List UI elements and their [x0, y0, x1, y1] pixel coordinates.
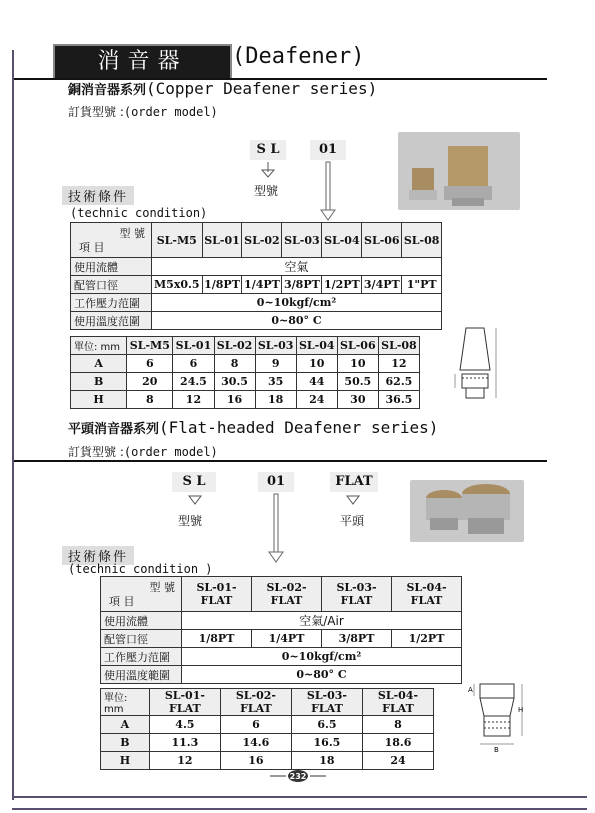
- spec-header-item: 項 目: [109, 595, 135, 608]
- down-arrow-icon: [347, 496, 359, 504]
- dim-model-cell: SL-02-FLAT: [220, 689, 291, 716]
- dim-row-label: B: [71, 373, 127, 391]
- spec-model-cell: SL-04-FLAT: [392, 577, 462, 612]
- spec-pressure-value: 0~10kgf/cm²: [182, 648, 462, 666]
- spec-port-cell: 1/8PT: [202, 276, 242, 294]
- section1-subtitle-en: (Copper Deafener series): [146, 79, 378, 98]
- section2-rule: [14, 460, 547, 462]
- dim-row-label: H: [71, 391, 127, 409]
- section2-dim-table: [100, 688, 434, 770]
- dim-model-cell: SL-03-FLAT: [291, 689, 362, 716]
- section2-model-label: 型號: [178, 514, 203, 528]
- down-arrow-icon: [321, 210, 335, 220]
- spec-port-cell: 1/4PT: [252, 630, 322, 648]
- spec-model-cell: SL-02-FLAT: [252, 577, 322, 612]
- spec-port-cell: 3/4PT: [362, 276, 402, 294]
- section2-code-sl: S L: [172, 472, 216, 492]
- dim-header-unit: 單位: mm: [71, 337, 127, 355]
- dim-cell: 24: [296, 391, 337, 409]
- dim-cell: 30.5: [214, 373, 255, 391]
- dim-row-label: B: [101, 734, 150, 752]
- section1-order-zh: 訂貨型號 :: [68, 105, 124, 119]
- section1-code-01: 01: [310, 140, 346, 160]
- spec-model-cell: SL-03-FLAT: [322, 577, 392, 612]
- dim-cell: 35: [255, 373, 296, 391]
- dim-row-label: A: [71, 355, 127, 373]
- dim-cell: 44: [296, 373, 337, 391]
- spec-row-label: 配管口徑: [71, 276, 152, 294]
- spec-header-cell: [71, 223, 152, 258]
- dim-cell: 62.5: [378, 373, 419, 391]
- spec-port-cell: 1/2PT: [322, 276, 362, 294]
- dim-cell: 30: [337, 391, 378, 409]
- section2-arrow-flat: [340, 492, 368, 514]
- section2-flat-label: 平頭: [340, 514, 365, 528]
- flat-deafener-drawing: [466, 678, 530, 754]
- dim-model-cell: SL-08: [378, 337, 419, 355]
- spec-row-label: 使用溫度範圍: [101, 666, 182, 684]
- section2-subtitle: [68, 418, 438, 437]
- page-title-zh: 消音器: [53, 44, 232, 80]
- dim-h-label: H: [518, 706, 524, 714]
- spec-row-label: 使用溫度范圍: [71, 312, 152, 330]
- spec-temp-value: 0~80° C: [152, 312, 442, 330]
- dim-cell: 9: [255, 355, 296, 373]
- spec-port-cell: 1/8PT: [182, 630, 252, 648]
- dim-cell: 8: [362, 716, 433, 734]
- dim-cell: 8: [127, 391, 173, 409]
- section1-model-label: 型號: [254, 184, 279, 198]
- copper-deafener-drawing: [450, 322, 502, 402]
- dim-row-label: A: [101, 716, 150, 734]
- dim-model-cell: SL-04: [296, 337, 337, 355]
- spec-port-cell: M5x0.5: [152, 276, 203, 294]
- spec-port-cell: 1/4PT: [242, 276, 282, 294]
- dim-model-cell: SL-M5: [127, 337, 173, 355]
- spec-header-model: 型 號: [119, 227, 145, 240]
- section2-arrow-sl: [182, 492, 210, 514]
- dim-model-cell: SL-06: [337, 337, 378, 355]
- arrow-shaft: [274, 494, 278, 552]
- spec-header-cell: [101, 577, 182, 612]
- dim-cell: 20: [127, 373, 173, 391]
- spec-model-cell: SL-06: [362, 223, 402, 258]
- dim-cell: 6.5: [291, 716, 362, 734]
- dim-model-cell: SL-03: [255, 337, 296, 355]
- dim-cell: 14.6: [220, 734, 291, 752]
- section1-tech-en: (technic condition): [70, 206, 208, 220]
- section1-tech-zh: 技術條件: [62, 186, 134, 205]
- section1-subtitle-zh: 銅消音器系列: [68, 83, 147, 98]
- section2-order-line: [68, 443, 218, 460]
- dim-cell: 6: [127, 355, 173, 373]
- dim-cell: 8: [214, 355, 255, 373]
- spec-model-cell: SL-01: [202, 223, 242, 258]
- flat-deafener-photo: [410, 480, 524, 542]
- section2-order-en: (order model): [123, 445, 218, 459]
- section2-order-zh: 訂貨型號 :: [68, 445, 124, 459]
- spec-port-cell: 3/8PT: [282, 276, 322, 294]
- dim-model-cell: SL-02: [214, 337, 255, 355]
- section1-order-line: [68, 103, 218, 120]
- dim-cell: 12: [378, 355, 419, 373]
- dim-model-cell: SL-04-FLAT: [362, 689, 433, 716]
- dim-cell: 10: [296, 355, 337, 373]
- dim-row-label: H: [101, 752, 150, 770]
- spec-model-cell: SL-M5: [152, 223, 203, 258]
- section1-order-en: (order model): [123, 105, 218, 119]
- dim-cell: 16: [220, 752, 291, 770]
- spec-port-cell: 3/8PT: [322, 630, 392, 648]
- spec-row-label: 工作壓力范圍: [101, 648, 182, 666]
- dim-cell: 50.5: [337, 373, 378, 391]
- spec-model-cell: SL-04: [322, 223, 362, 258]
- section2-tech-en: (technic condition ): [68, 562, 213, 576]
- dim-cell: 24.5: [173, 373, 214, 391]
- page-number: 232: [289, 772, 307, 781]
- dim-cell: 6: [173, 355, 214, 373]
- arrow-shaft: [326, 162, 330, 210]
- down-arrow-icon: [269, 552, 283, 562]
- dim-b-label: B: [494, 746, 499, 754]
- dim-cell: 18.6: [362, 734, 433, 752]
- dim-cell: 12: [173, 391, 214, 409]
- page-frame-left: [12, 50, 14, 800]
- spec-header-item: 項 目: [79, 241, 105, 254]
- dim-cell: 6: [220, 716, 291, 734]
- spec-row-label: 配管口徑: [101, 630, 182, 648]
- dim-model-cell: SL-01-FLAT: [149, 689, 220, 716]
- spec-model-cell: SL-01-FLAT: [182, 577, 252, 612]
- dim-cell: 24: [362, 752, 433, 770]
- section2-tech-zh: 技術條件: [62, 546, 134, 565]
- page-frame-bottom: [12, 796, 587, 798]
- spec-model-cell: SL-08: [402, 223, 442, 258]
- down-arrow-icon: [189, 496, 201, 504]
- section1-spec-table: [70, 222, 442, 330]
- spec-fluid-value: 空氣/Air: [182, 612, 462, 630]
- spec-fluid-value: 空氣: [152, 258, 442, 276]
- section1-dim-table: [70, 336, 420, 409]
- dim-model-cell: SL-01: [173, 337, 214, 355]
- spec-row-label: 工作壓力范圍: [71, 294, 152, 312]
- spec-header-model: 型 號: [149, 581, 175, 594]
- dim-a-label: A: [468, 686, 473, 694]
- copper-deafener-photo: [398, 132, 520, 210]
- page-frame-bottom-outer: [12, 808, 587, 810]
- spec-port-cell: 1"PT: [402, 276, 442, 294]
- dim-cell: 16.5: [291, 734, 362, 752]
- page-number-badge: [270, 768, 326, 784]
- section2-subtitle-zh: 平頭消音器系列: [68, 422, 160, 437]
- dim-cell: 12: [149, 752, 220, 770]
- section1-arrow-long: [318, 160, 338, 222]
- spec-model-cell: SL-03: [282, 223, 322, 258]
- section1-subtitle: [68, 79, 377, 98]
- page-title-en: (Deafener): [232, 44, 365, 69]
- spec-temp-value: 0~80° C: [182, 666, 462, 684]
- spec-port-cell: 1/2PT: [392, 630, 462, 648]
- section1-code-sl: S L: [250, 140, 286, 160]
- dim-cell: 4.5: [149, 716, 220, 734]
- dim-cell: 16: [214, 391, 255, 409]
- dim-cell: 11.3: [149, 734, 220, 752]
- section2-arrow-long: [266, 492, 286, 564]
- section2-code-01: 01: [258, 472, 294, 492]
- section2-subtitle-en: (Flat-headed Deafener series): [159, 418, 439, 437]
- section2-code-flat: FLAT: [330, 472, 378, 492]
- dim-cell: 10: [337, 355, 378, 373]
- spec-row-label: 使用流體: [71, 258, 152, 276]
- spec-row-label: 使用流體: [101, 612, 182, 630]
- spec-pressure-value: 0~10kgf/cm²: [152, 294, 442, 312]
- dim-cell: 18: [291, 752, 362, 770]
- dim-cell: 36.5: [378, 391, 419, 409]
- dim-header-unit: 單位: mm: [101, 689, 150, 716]
- section2-spec-table: [100, 576, 462, 684]
- dim-cell: 18: [255, 391, 296, 409]
- spec-model-cell: SL-02: [242, 223, 282, 258]
